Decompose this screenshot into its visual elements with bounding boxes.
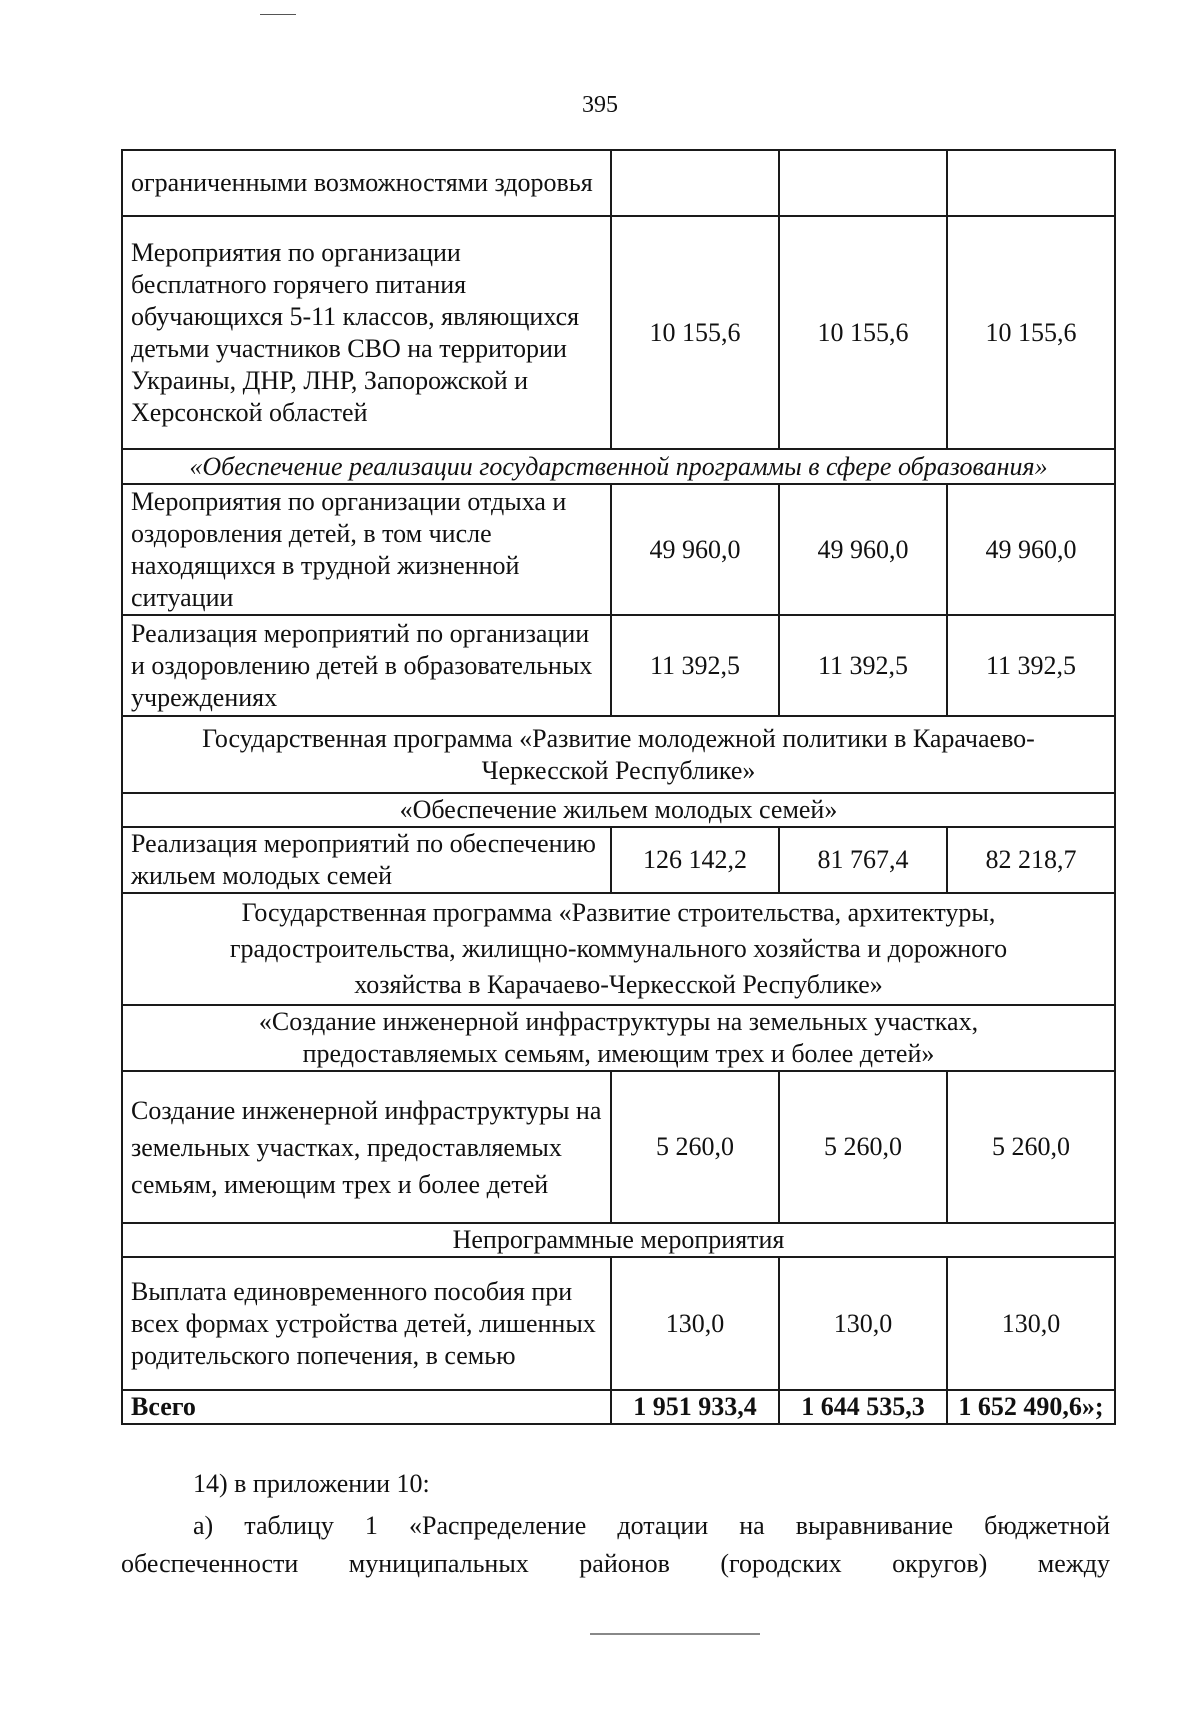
section-row (122, 793, 1115, 827)
subprogram-title: «Обеспечение реализации государственной программы в сфере образования» (122, 449, 1115, 484)
total-value-2: 1 644 535,3 (779, 1390, 947, 1424)
total-row (122, 1390, 1115, 1424)
program-row (122, 893, 1115, 1005)
table-row (122, 150, 1115, 216)
row-value-1: 49 960,0 (611, 484, 779, 615)
row-value-3: 82 218,7 (947, 827, 1115, 893)
section-title: «Создание инженерной инфраструктуры на земельных участках, предоставляемых семьям, имеющим трех и более детей» (122, 1005, 1115, 1071)
row-value-1: 130,0 (611, 1257, 779, 1390)
total-value-1: 1 951 933,4 (611, 1390, 779, 1424)
row-value-2: 5 260,0 (779, 1071, 947, 1223)
row-name: Мероприятия по организации отдыха и оздоровления детей, в том числе находящихся в трудной жизненной ситуации (122, 484, 611, 615)
program-title: Государственная программа «Развитие строительства, архитектуры, градостроительства, жилищно-коммунального хозяйства и дорожного хозяйства в Карачаево-Черкесской Республике» (122, 893, 1115, 1005)
table-row (122, 1071, 1115, 1223)
program-title: Государственная программа «Развитие молодежной политики в Карачаево-Черкесской Республике» (122, 716, 1115, 793)
section-title: Непрограммные мероприятия (122, 1223, 1115, 1257)
program-row (122, 716, 1115, 793)
table-row (122, 615, 1115, 716)
row-name: Реализация мероприятий по организации и оздоровлению детей в образовательных учреждениях (122, 615, 611, 716)
row-value-3: 5 260,0 (947, 1071, 1115, 1223)
row-value-3: 10 155,6 (947, 216, 1115, 449)
row-name: Мероприятия по организации бесплатного горячего питания обучающихся 5-11 классов, являющихся детьми участников СВО на территории Украины, ДНР, ЛНР, Запорожской и Херсонской областей (122, 216, 611, 449)
row-value-1: 5 260,0 (611, 1071, 779, 1223)
section-row (122, 1223, 1115, 1257)
row-name: Создание инженерной инфраструктуры на земельных участках, предоставляемых семьям, имеющим трех и более детей (122, 1071, 611, 1223)
row-value-2: 10 155,6 (779, 216, 947, 449)
page-number: 395 (582, 92, 618, 118)
row-value-2 (779, 150, 947, 216)
section-row (122, 1005, 1115, 1071)
row-value-3: 49 960,0 (947, 484, 1115, 615)
scan-artifact (590, 1633, 760, 1635)
total-label: Всего (122, 1390, 611, 1424)
total-value-3: 1 652 490,6»; (947, 1390, 1115, 1424)
scan-artifact (260, 14, 296, 15)
row-value-3: 11 392,5 (947, 615, 1115, 716)
row-value-2: 49 960,0 (779, 484, 947, 615)
row-value-2: 11 392,5 (779, 615, 947, 716)
row-value-2: 81 767,4 (779, 827, 947, 893)
row-value-3 (947, 150, 1115, 216)
row-name: Реализация мероприятий по обеспечению жильем молодых семей (122, 827, 611, 893)
budget-table (121, 149, 1116, 1425)
table-row (122, 484, 1115, 615)
row-value-3: 130,0 (947, 1257, 1115, 1390)
paragraph-item-14: 14) в приложении 10: (193, 1469, 430, 1498)
row-value-2: 130,0 (779, 1257, 947, 1390)
paragraph-item-a: а) таблицу 1 «Распределение дотации на выравнивание бюджетной обеспеченности муниципальных районов (городских округов) между (121, 1511, 1110, 1578)
row-name: Выплата единовременного пособия при всех формах устройства детей, лишенных родительского попечения, в семью (122, 1257, 611, 1390)
table-row (122, 827, 1115, 893)
row-name: ограниченными возможностями здоровья (122, 150, 611, 216)
row-value-1: 126 142,2 (611, 827, 779, 893)
section-title: «Обеспечение жильем молодых семей» (122, 793, 1115, 827)
subprogram-row (122, 449, 1115, 484)
table-row (122, 216, 1115, 449)
row-value-1 (611, 150, 779, 216)
row-value-1: 10 155,6 (611, 216, 779, 449)
row-value-1: 11 392,5 (611, 615, 779, 716)
table-row (122, 1257, 1115, 1390)
